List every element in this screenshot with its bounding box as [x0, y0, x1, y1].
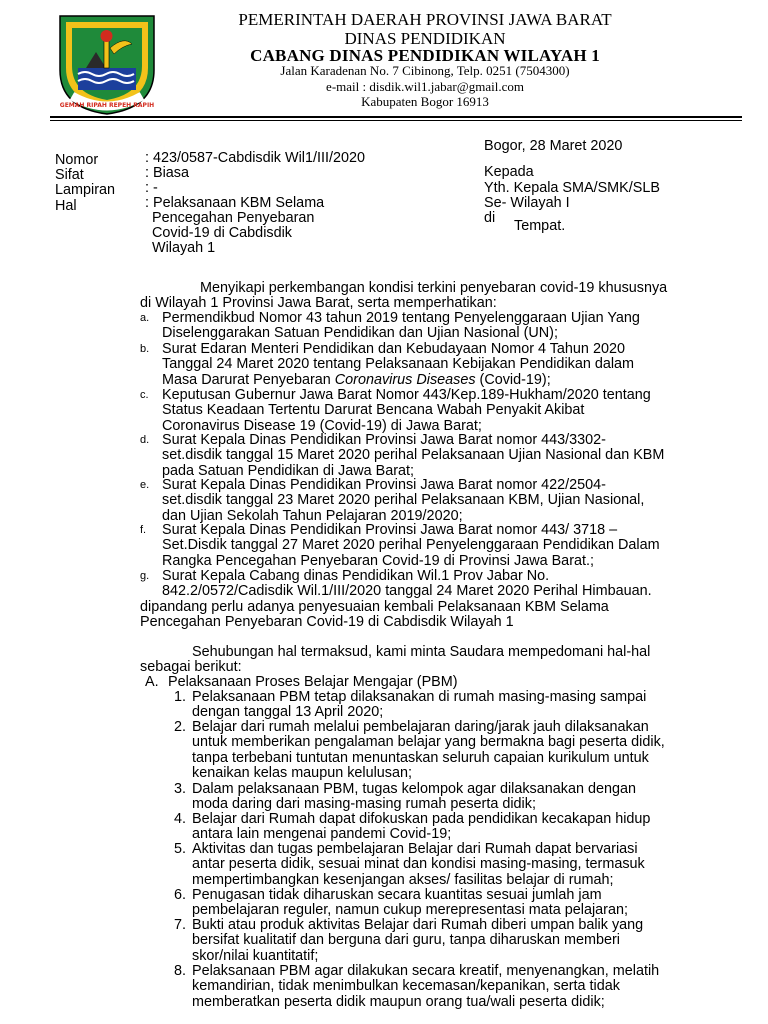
meta-hal-line: : Pelaksanaan KBM Selama — [145, 195, 325, 211]
letterhead-address: Jalan Karadenan No. 7 Cibinong, Telp. 0251 (7504300) — [280, 63, 570, 78]
place-date: Bogor, 28 Maret 2020 — [484, 138, 623, 154]
letterhead-email: e-mail : disdik.wil1.jabar@gmail.com — [326, 79, 524, 94]
conclusion-line: Pencegahan Penyebaran Covid-19 di Cabdisdik Wilayah 1 — [140, 614, 514, 630]
letterhead-branch: CABANG DINAS PENDIDIKAN WILAYAH 1 — [250, 46, 600, 65]
meta-label-sifat: Sifat — [55, 167, 84, 183]
section-a-label: A. — [145, 674, 159, 690]
letterhead-government: PEMERINTAH DAERAH PROVINSI JAWA BARAT — [238, 10, 612, 29]
recipient-tempat: Tempat. — [514, 218, 566, 234]
intro-line: Menyikapi perkembangan kondisi terkini penyebaran covid-19 khususnya — [200, 280, 668, 296]
recipient-yth: Yth. Kepala SMA/SMK/SLB — [484, 180, 660, 196]
meta-label-nomor: Nomor — [55, 152, 99, 168]
meta-lampiran: : - — [145, 180, 158, 196]
recipient-region: Se- Wilayah I — [484, 195, 570, 211]
recipient-di: di — [484, 210, 496, 226]
west-java-emblem-logo — [52, 8, 162, 118]
meta-nomor: : 423/0587-Cabdisdik Wil1/III/2020 — [145, 150, 365, 166]
letterhead-divider-thick — [50, 116, 742, 118]
recipient-kepada: Kepada — [484, 164, 534, 180]
meta-sifat: : Biasa — [145, 165, 189, 181]
intro-line: di Wilayah 1 Provinsi Jawa Barat, serta memperhatikan: — [140, 295, 497, 311]
meta-label-hal: Hal — [55, 198, 77, 214]
sehubungan-line: Sehubungan hal termaksud, kami minta Saudara mempedomani hal-hal — [192, 644, 651, 660]
letterhead-department: DINAS PENDIDIKAN — [344, 29, 506, 48]
meta-label-lampiran: Lampiran — [55, 182, 115, 198]
logo-motto: GEMAH RIPAH REPEH RAPIH — [59, 102, 155, 109]
meta-hal-line: Pencegahan Penyebaran — [152, 210, 315, 226]
section-a-title: Pelaksanaan Proses Belajar Mengajar (PBM) — [168, 674, 458, 690]
conclusion-line: dipandang perlu adanya penyesuaian kembali Pelaksanaan KBM Selama — [140, 599, 609, 615]
letterhead-divider-thin — [50, 120, 742, 121]
letterhead-city: Kabupaten Bogor 16913 — [361, 94, 489, 109]
meta-hal-line: Wilayah 1 — [152, 240, 216, 256]
sehubungan-line: sebagai berikut: — [140, 659, 242, 675]
meta-hal-line: Covid-19 di Cabdisdik — [152, 225, 292, 241]
